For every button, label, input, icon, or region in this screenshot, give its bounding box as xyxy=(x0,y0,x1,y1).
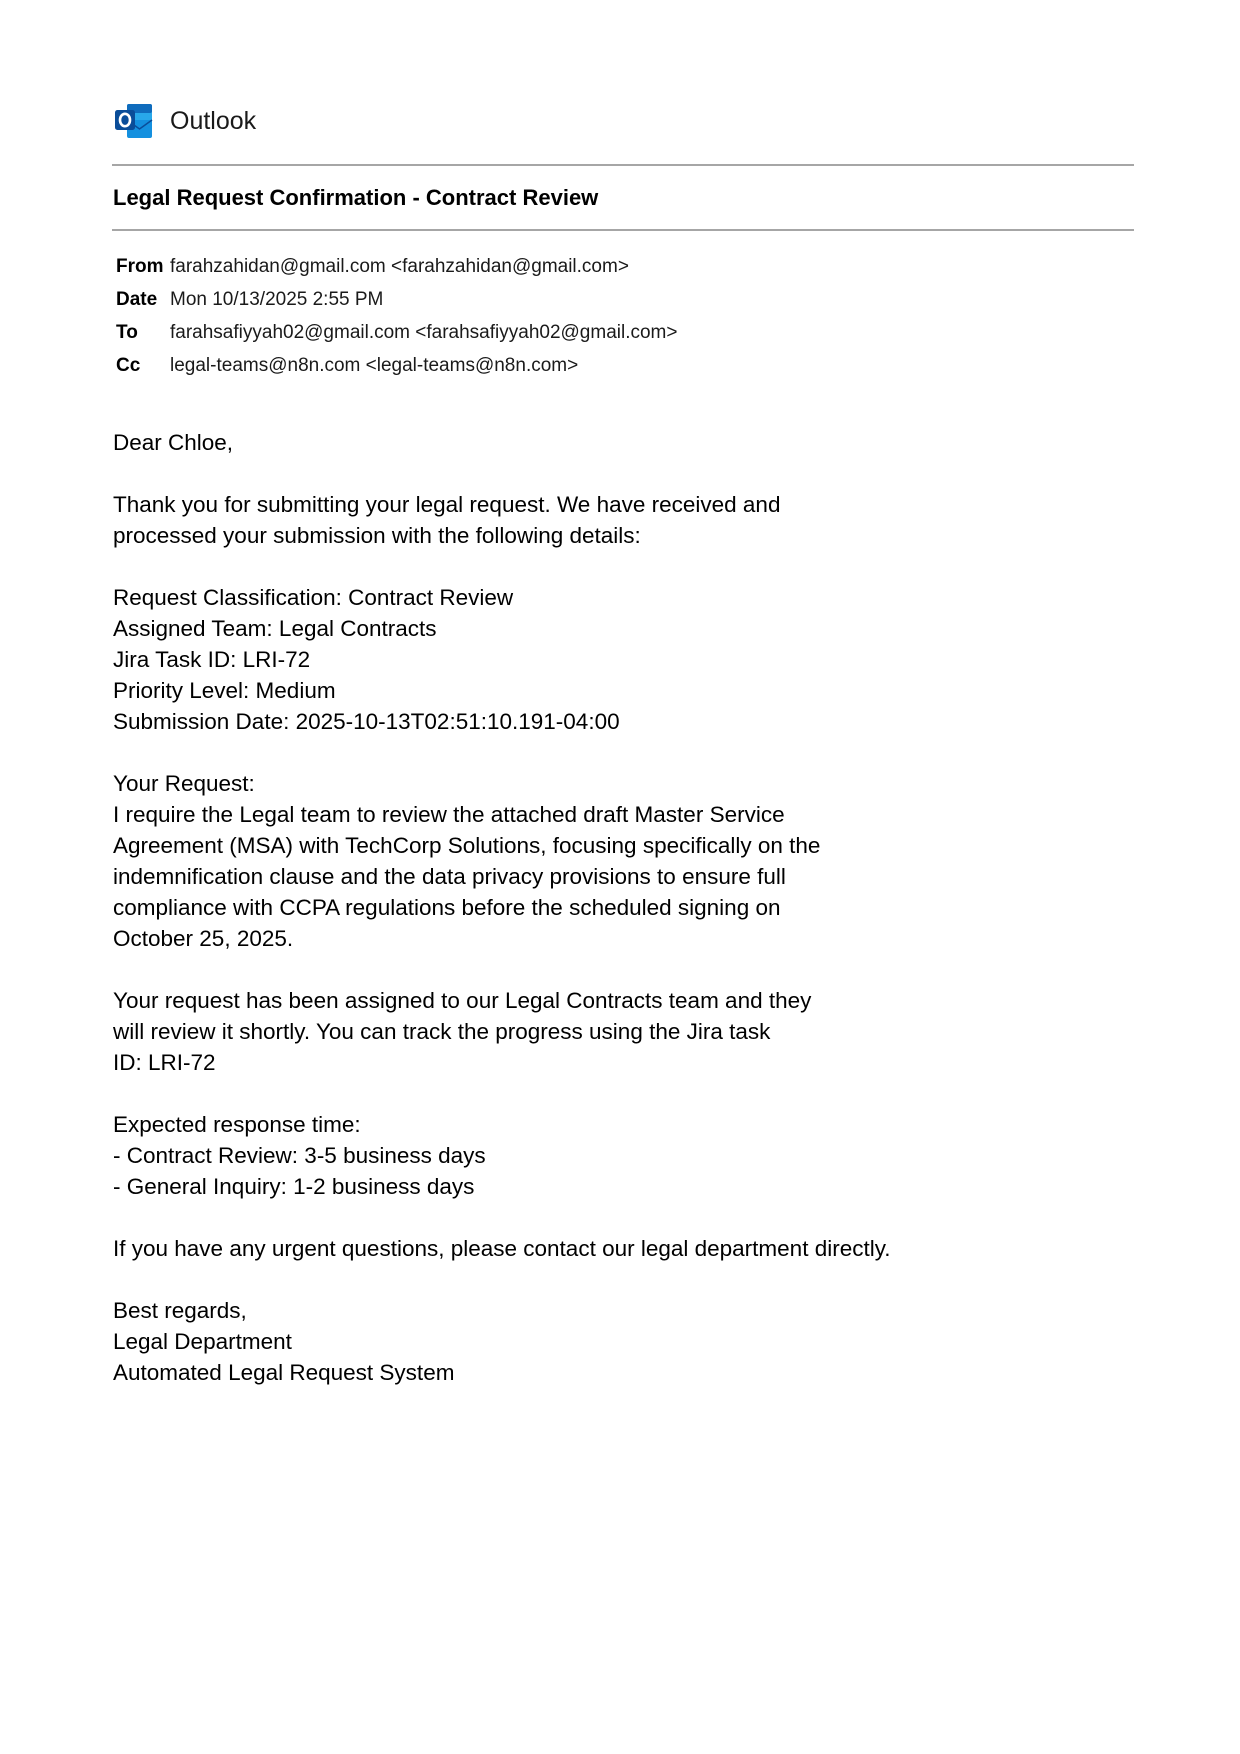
greeting xyxy=(113,427,1113,458)
body-line: October 25, 2025. xyxy=(113,926,294,951)
email-body xyxy=(113,427,1113,1419)
header-row-from xyxy=(116,250,677,283)
body-line: processed your submission with the following details: xyxy=(113,523,641,548)
detail-priority-level: Priority Level: Medium xyxy=(113,678,336,703)
outlook-brand xyxy=(114,101,256,141)
divider-top xyxy=(112,164,1134,166)
signature-closing: Best regards, xyxy=(113,1298,247,1323)
response-time-heading: Expected response time: xyxy=(113,1112,361,1137)
app-name: Outlook xyxy=(170,107,257,135)
urgent-paragraph xyxy=(113,1233,1113,1264)
assignment-paragraph xyxy=(113,985,1113,1078)
date-label: Date xyxy=(116,289,158,310)
outlook-logo-icon xyxy=(114,101,154,141)
header-row-cc xyxy=(116,349,677,382)
signature-system: Automated Legal Request System xyxy=(113,1360,455,1385)
body-line: Thank you for submitting your legal request. We have received and xyxy=(113,492,781,517)
request-heading: Your Request: xyxy=(113,771,255,796)
from-label: From xyxy=(116,256,164,277)
urgent-line: If you have any urgent questions, please contact our legal department directly. xyxy=(113,1236,891,1261)
greeting-line: Dear Chloe, xyxy=(113,430,234,455)
header-row-to xyxy=(116,316,677,349)
detail-classification: Request Classification: Contract Review xyxy=(113,585,514,610)
divider-bottom xyxy=(112,229,1134,231)
intro-paragraph xyxy=(113,489,1113,551)
to-value: farahsafiyyah02@gmail.com <farahsafiyyah02@gmail.com> xyxy=(170,322,678,343)
cc-label: Cc xyxy=(116,355,141,376)
email-subject: Legal Request Confirmation - Contract Review xyxy=(113,185,599,210)
cc-value: legal-teams@n8n.com <legal-teams@n8n.com> xyxy=(170,355,579,376)
body-line: Your request has been assigned to our Legal Contracts team and they xyxy=(113,988,812,1013)
body-line: I require the Legal team to review the attached draft Master Service xyxy=(113,802,785,827)
email-headers xyxy=(116,250,677,382)
to-label: To xyxy=(116,322,138,343)
body-line: indemnification clause and the data privacy provisions to ensure full xyxy=(113,864,786,889)
signature-department: Legal Department xyxy=(113,1329,292,1354)
body-line: Agreement (MSA) with TechCorp Solutions, focusing specifically on the xyxy=(113,833,821,858)
signature xyxy=(113,1295,1113,1388)
detail-jira-task-id: Jira Task ID: LRI-72 xyxy=(113,647,311,672)
response-time-paragraph xyxy=(113,1109,1113,1202)
request-paragraph xyxy=(113,768,1113,954)
date-value: Mon 10/13/2025 2:55 PM xyxy=(170,289,384,310)
detail-assigned-team: Assigned Team: Legal Contracts xyxy=(113,616,437,641)
from-value: farahzahidan@gmail.com <farahzahidan@gmail.com> xyxy=(170,256,629,277)
body-line: ID: LRI-72 xyxy=(113,1050,216,1075)
body-line: will review it shortly. You can track the progress using the Jira task xyxy=(113,1019,771,1044)
response-time-item: - General Inquiry: 1-2 business days xyxy=(113,1174,475,1199)
request-details xyxy=(113,582,1113,737)
body-line: compliance with CCPA regulations before the scheduled signing on xyxy=(113,895,781,920)
detail-submission-date: Submission Date: 2025-10-13T02:51:10.191-04:00 xyxy=(113,709,620,734)
header-row-date xyxy=(116,283,677,316)
response-time-item: - Contract Review: 3-5 business days xyxy=(113,1143,486,1168)
